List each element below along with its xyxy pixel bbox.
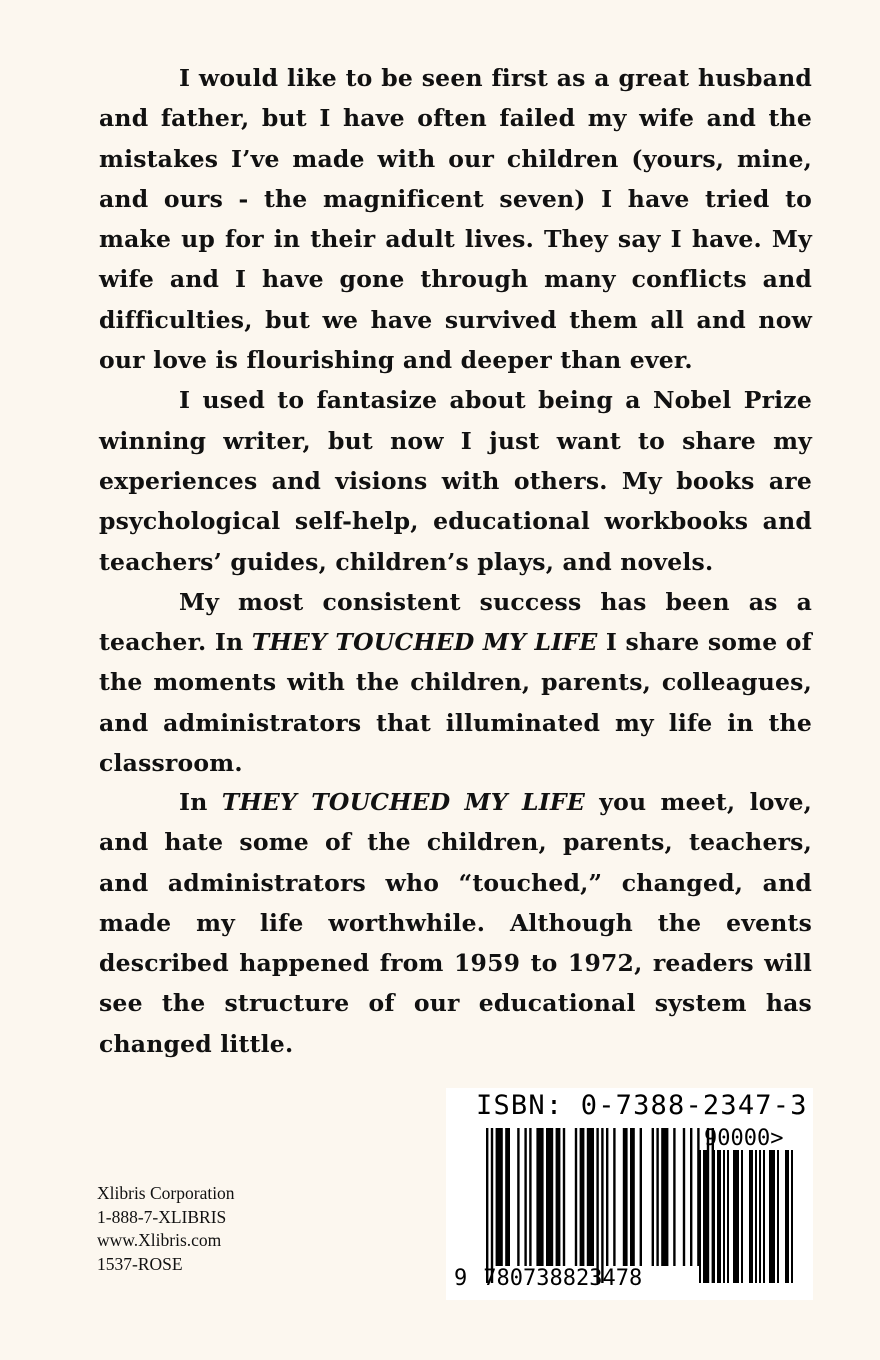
ean13-bar-20 [640,1128,642,1266]
ean13-bar-25 [683,1128,685,1266]
ean13-bar-23 [661,1128,668,1266]
ean13-bar-19 [630,1128,635,1266]
book-title: THEY TOUCHED MY LIFE [221,788,585,816]
book-title: THEY TOUCHED MY LIFE [251,628,598,657]
bio-paragraph-2: I used to fantasize about being a Nobel Prize winning writer, but now I just want to share my experiences and visions with others. My books are psychological self-help, educational workbooks and teachers’ guides, children’s plays, and novels. [99,386,812,576]
publisher-name: Xlibris Corporation [97,1183,235,1203]
bio-paragraph-3-rest: I share some of the moments with the children, parents, colleagues, and administrators that illuminated my life in the classroom. [99,628,812,778]
ean13-bar-18 [623,1128,628,1266]
addon-bar-5 [727,1150,729,1283]
publisher-website: www.Xlibris.com [97,1230,222,1250]
ean13-bar-15 [601,1128,603,1283]
ean13-bar-4 [517,1128,519,1266]
isbn-label: ISBN: 0-7388-2347-3 [476,1090,808,1121]
ean13-bar-22 [656,1128,658,1266]
ean13-bar-13 [587,1128,594,1266]
publisher-info [97,1182,235,1276]
addon-bar-2 [713,1150,715,1283]
addon-bar-1 [703,1150,707,1283]
ean13-bar-5 [524,1128,526,1266]
price-code: 90000> [704,1126,784,1151]
publisher-code: 1537-ROSE [97,1253,183,1274]
blurb-rest: you meet, love, and hate some of the children, parents, teachers, and administrators who “touched,” changed, and made my life worthwhile. Although the events described happened from 1959 to 1972, readers will see the structure of our educational system has changed little. [99,788,812,1058]
blurb-paragraph [99,782,812,1064]
addon-bar-9 [755,1150,757,1283]
ean13-bar-0 [486,1128,488,1283]
ean13-bar-10 [563,1128,565,1266]
ean13-bar-24 [673,1128,675,1266]
ean13-bar-1 [491,1128,493,1283]
blurb-lead: In [179,788,222,816]
author-bio [99,58,812,783]
isbn-barcode-panel [446,1088,813,1300]
ean13-bar-21 [652,1128,654,1266]
addon-bar-4 [723,1150,725,1283]
ean13-bar-16 [606,1128,608,1266]
ean-digits [454,1266,642,1291]
publisher-phone: 1-888-7-XLIBRIS [97,1206,227,1227]
bio-paragraph-3-lead: My most consistent success has been as a teacher. In [99,587,812,657]
bio-paragraph-3 [99,582,812,783]
ean-first-digit: 9 [454,1266,468,1291]
ean13-bar-14 [596,1128,598,1283]
ean-left-group: 780738 [483,1266,563,1291]
addon-bar-6 [733,1150,739,1283]
addon-bar-11 [763,1150,765,1283]
ean13-bar-6 [529,1128,531,1266]
ean-right-group: 823478 [562,1266,643,1291]
ean13-bar-28 [707,1128,709,1283]
ean13-bar-9 [556,1128,561,1266]
ean13-bar-2 [496,1128,503,1266]
addon-bar-0 [699,1150,701,1283]
addon-bar-7 [741,1150,743,1283]
ean13-bar-17 [613,1128,615,1266]
ean13-bar-7 [536,1128,543,1266]
addon-bar-3 [717,1150,721,1283]
ean13-bar-12 [580,1128,585,1266]
addon-bar-14 [785,1150,789,1283]
ean13-bar-26 [690,1128,692,1266]
addon-bar-10 [759,1150,761,1283]
ean13-bar-3 [505,1128,510,1266]
addon-bar-13 [777,1150,779,1283]
addon-bar-15 [791,1150,793,1283]
ean13-bar-11 [575,1128,577,1266]
addon-bar-8 [749,1150,753,1283]
ean13-bar-8 [546,1128,553,1266]
book-blurb [99,782,812,1064]
bio-paragraph-1: I would like to be seen first as a great husband and father, but I have often failed my wife and the mistakes I’ve made with our children (yours, mine, and ours - the magnificent seven) I have tried to make up for in their adult lives. They say I have. My wife and I have gone through many conflicts and difficulties, but we have survived them all and now our love is flourishing and deeper than ever. [99,64,812,375]
addon-bar-12 [769,1150,775,1283]
